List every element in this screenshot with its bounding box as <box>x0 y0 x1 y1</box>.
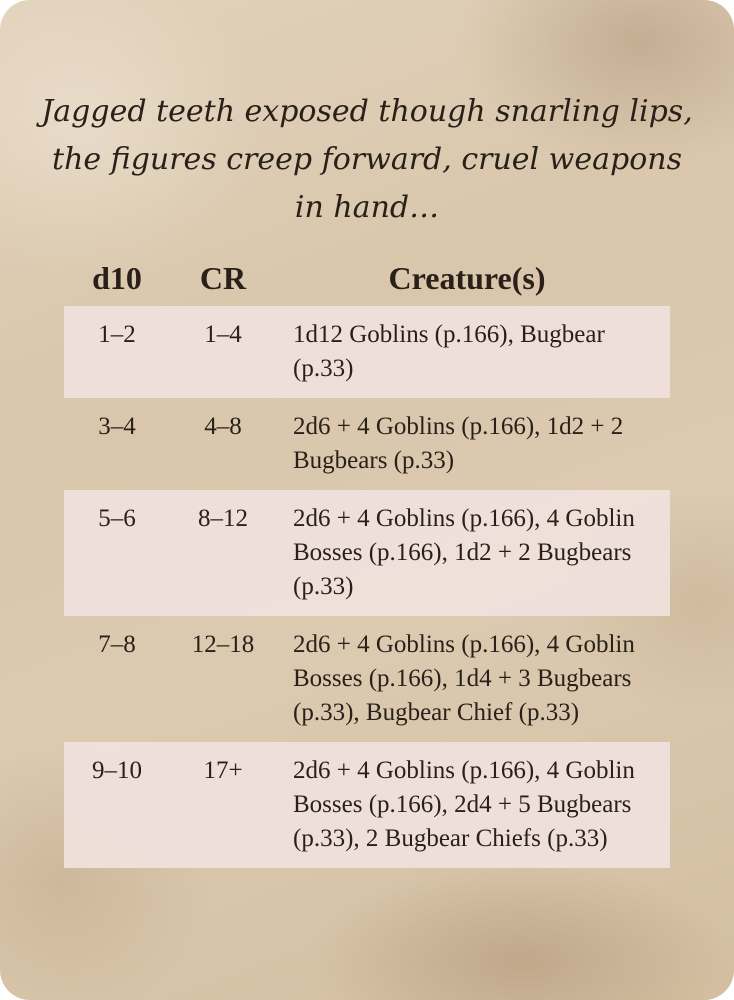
row-d10: 5–6 <box>64 490 170 616</box>
row-creatures: 2d6 + 4 Goblins (p.166), 1d2 + 2 Bugbears (p.33) <box>293 413 624 474</box>
table-row <box>64 490 670 616</box>
row-creatures: 1d12 Goblins (p.166), Bugbear (p.33) <box>276 306 670 398</box>
encounter-table <box>64 250 670 868</box>
row-creatures: 2d6 + 4 Goblins (p.166), 4 Goblin Bosses (p.166), 2d4 + 5 Bugbears (p.33), 2 Bugbear Chiefs (p.33) <box>276 742 670 868</box>
header-d10: d10 <box>92 259 142 296</box>
table-row <box>64 306 670 398</box>
row-cr: 4–8 <box>204 413 242 440</box>
table-row <box>64 616 670 742</box>
table-row <box>64 742 670 868</box>
row-d10: 3–4 <box>98 413 136 440</box>
table-row <box>64 398 670 490</box>
row-cr: 8–12 <box>170 490 276 616</box>
flavor-text-line-2: the figures creep forward, cruel weapons <box>52 142 682 177</box>
header-creatures: Creature(s) <box>388 259 546 296</box>
row-d10: 7–8 <box>98 631 136 658</box>
row-cr: 12–18 <box>191 631 255 658</box>
row-creatures: 2d6 + 4 Goblins (p.166), 4 Goblin Bosses (p.166), 1d2 + 2 Bugbears (p.33) <box>276 490 670 616</box>
flavor-text-line-1: Jagged teeth exposed though snarling lips, <box>41 94 693 129</box>
header-cr: CR <box>199 259 247 296</box>
flavor-text-line-3: in hand… <box>294 190 440 225</box>
row-cr: 17+ <box>170 742 276 868</box>
flavor-text <box>40 88 694 232</box>
row-cr: 1–4 <box>170 306 276 398</box>
row-d10: 9–10 <box>64 742 170 868</box>
row-d10: 1–2 <box>64 306 170 398</box>
row-creatures: 2d6 + 4 Goblins (p.166), 4 Goblin Bosses (p.166), 1d4 + 3 Bugbears (p.33), Bugbear Chief (p.33) <box>293 631 635 726</box>
table-header-row <box>64 250 670 306</box>
